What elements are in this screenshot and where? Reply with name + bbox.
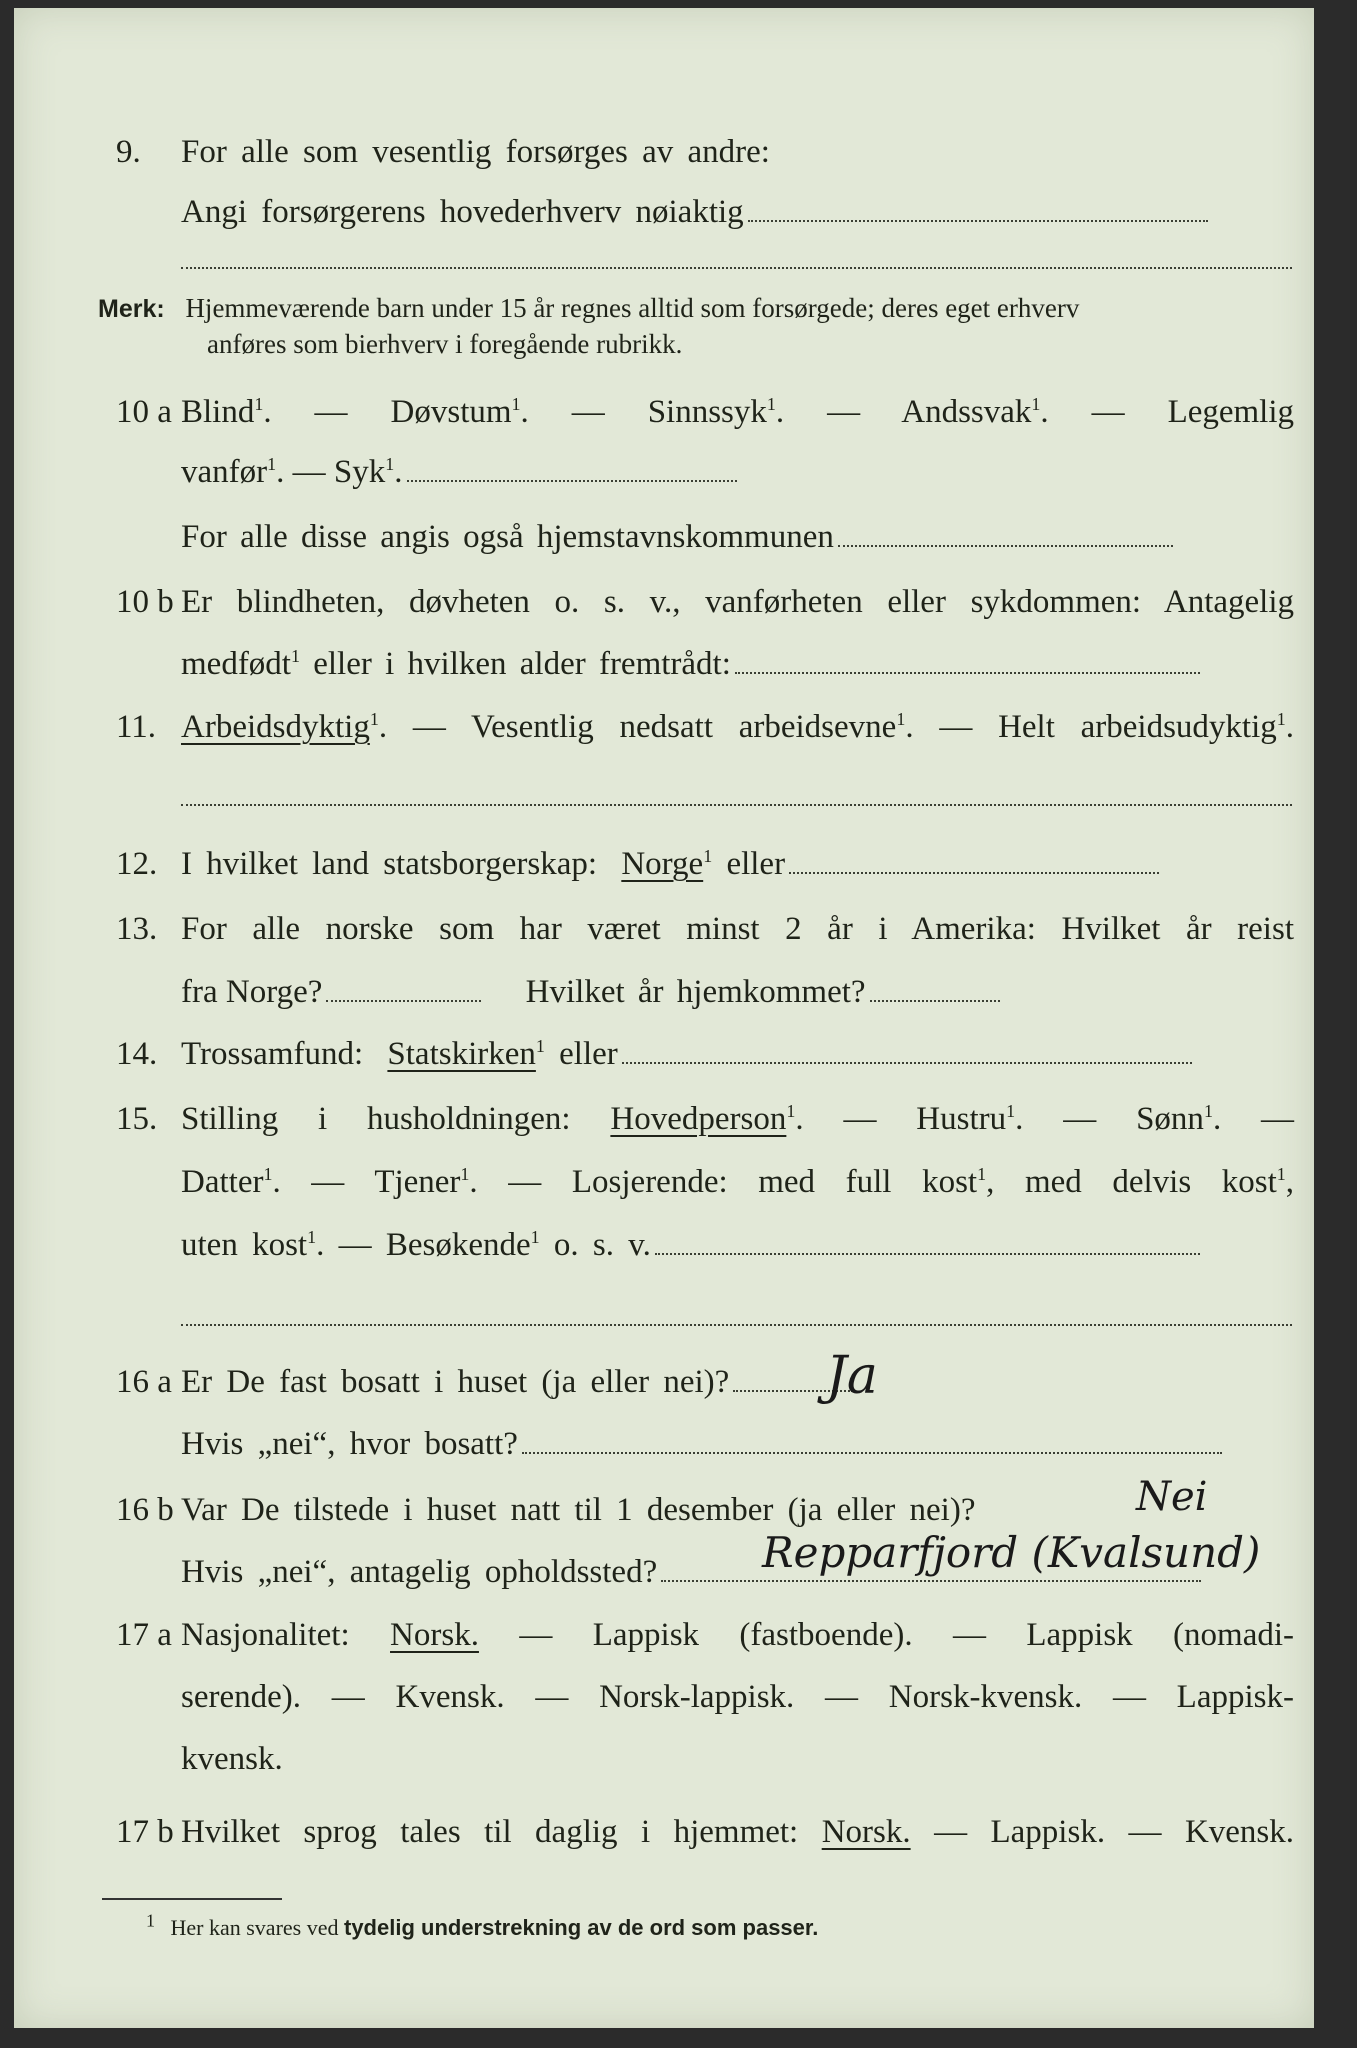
q17a-text: Nasjonalitet: [181, 1617, 350, 1653]
q17b-text: Hvilket sprog tales til daglig i hjemmet: [181, 1814, 799, 1850]
option-hovedperson[interactable]: Hovedperson [610, 1101, 787, 1137]
q16a-bosatt-line[interactable] [522, 1451, 1222, 1454]
q14-answer-line[interactable] [622, 1061, 1192, 1064]
q10b-line2: medfødt$^1$ eller i hvilken alder fremtrådt: [14, 640, 1314, 688]
option-norsk[interactable]: Norsk. [390, 1617, 479, 1653]
q9-answer-line[interactable] [748, 219, 1208, 222]
q15-osv: o. s. v. [553, 1227, 651, 1263]
q10a-text3: For alle disse angis også hjemstavnskommunen [181, 519, 834, 555]
q10b-answer-line[interactable] [735, 671, 1200, 674]
q16a-line1 [14, 1358, 1314, 1406]
q9-text1: For alle som vesentlig forsørges av andre: [181, 134, 770, 170]
q15-answer-line[interactable] [655, 1252, 1200, 1255]
q17b-number: 17 b [116, 1814, 174, 1850]
q13-line2 [14, 968, 1314, 1016]
q13-reist-line[interactable] [326, 999, 481, 1002]
footnote-rule [102, 1898, 282, 1900]
option-andssvak[interactable]: Andssvak [901, 394, 1032, 430]
q10a-line2: vanfør$^1$. — Syk$^1$. [14, 448, 1314, 496]
q13-hjem-line[interactable] [870, 999, 1000, 1002]
merk-note2 [207, 326, 682, 362]
q13-text1: For alle norske som har været minst 2 år i Amerika: Hvilket år reist [181, 911, 1294, 947]
q16b-answer-line[interactable] [661, 1579, 1201, 1582]
q13-number: 13. [116, 911, 158, 947]
merk-text1: Hjemmeværende barn under 15 år regnes alltid som forsørgede; deres eget erhverv [185, 293, 1080, 323]
q12-line: 12. I hvilket land statsborgerskap: Norge$^1$ eller [14, 840, 1314, 888]
option-besokende[interactable]: Besøkende [385, 1227, 531, 1263]
option-medfodt[interactable]: medfødt [181, 646, 291, 682]
q16a-handwritten-answer[interactable]: Ja [826, 1346, 878, 1406]
q16b-text2: Hvis „nei“, antagelig opholdssted? [181, 1554, 658, 1590]
q14-text: Trossamfund: [181, 1036, 364, 1072]
option-norsk-sprog[interactable]: Norsk. [821, 1814, 911, 1850]
option-hustru[interactable]: Hustru [916, 1101, 1007, 1137]
q17a-line3 [14, 1735, 1314, 1783]
option-sinnssyk[interactable]: Sinnssyk [647, 394, 767, 430]
option-delvis-kost[interactable]: med delvis kost [1024, 1164, 1277, 1200]
option-datter[interactable]: Datter [181, 1164, 264, 1200]
footnote-plain: Her kan svares ved [170, 1915, 339, 1940]
q10a-line3 [14, 513, 1314, 561]
option-vanfor[interactable]: vanfør [181, 454, 268, 490]
footnote-mark: 1 [146, 1910, 155, 1931]
option-uten-kost[interactable]: uten kost [181, 1227, 308, 1263]
option-norge[interactable]: Norge [621, 846, 704, 882]
q16a-line2 [14, 1420, 1314, 1468]
q10a-hjemstavn-line[interactable] [838, 544, 1173, 547]
q17b-line [14, 1808, 1314, 1856]
option-arbeidsdyktig[interactable]: Arbeidsdyktig [181, 709, 370, 745]
q12-answer-line[interactable] [789, 871, 1159, 874]
option-nedsatt[interactable]: Vesentlig nedsatt arbeidsevne [470, 709, 897, 745]
q10b-text1: Er blindheten, døvheten o. s. v., vanførheten eller sykdommen: Antagelig [181, 584, 1294, 620]
q10a-line1: 10 a Blind$^1$. — Døvstum$^1$. — Sinnssyk$^1$. — Andssvak$^1$. — Legemlig [14, 388, 1314, 436]
q17b-rest: — Lappisk. — Kvensk. [934, 1814, 1295, 1850]
q17a-line1 [14, 1611, 1314, 1659]
option-udyktig[interactable]: Helt arbeidsudyktig [998, 709, 1277, 745]
merk-text2: anføres som bierhverv i foregående rubrikk. [207, 329, 683, 359]
q14-line: 14. Trossamfund: Statskirken$^1$ eller [14, 1030, 1314, 1078]
q9-answer-line2[interactable] [181, 266, 1292, 269]
option-sonn[interactable]: Sønn [1136, 1101, 1204, 1137]
option-blind[interactable]: Blind [181, 394, 255, 430]
q13-fra: fra Norge? [181, 974, 323, 1010]
q10b-number: 10 b [116, 584, 174, 620]
q11-answer-line[interactable] [181, 803, 1292, 806]
q14-number: 14. [116, 1036, 158, 1072]
q15-text: Stilling i husholdningen: [181, 1101, 571, 1137]
option-dovstum[interactable]: Døvstum [390, 394, 512, 430]
q16b-text1: Var De tilstede i huset natt til 1 desember (ja eller nei)? [181, 1492, 976, 1528]
q15-line3: uten kost$^1$. — Besøkende$^1$ o. s. v. [14, 1221, 1314, 1269]
q10b-text2: eller i hvilken alder fremtrådt: [299, 646, 731, 682]
q12-eller: eller [726, 846, 786, 882]
q15-number: 15. [116, 1101, 158, 1137]
merk-label: Merk: [98, 295, 165, 323]
option-syk[interactable]: Syk [333, 454, 386, 490]
q17a-text2: serende). — Kvensk. — Norsk-lappisk. — Norsk-kvensk. — Lappisk- [181, 1679, 1294, 1715]
option-tjener[interactable]: Tjener [374, 1164, 461, 1200]
option-legemlig[interactable]: Legemlig [1167, 394, 1295, 430]
option-statskirken[interactable]: Statskirken [387, 1036, 536, 1072]
q16b-line1 [14, 1486, 1314, 1534]
q17a-rest1: — Lappisk (fastboende). — Lappisk (nomadi- [519, 1617, 1295, 1653]
q13-hjem: Hvilket år hjemkommet? [525, 974, 866, 1010]
q16a-text1: Er De fast bosatt i huset (ja eller nei)? [181, 1364, 730, 1400]
q16b-number: 16 b [116, 1492, 174, 1528]
q10a-answer-line[interactable] [407, 479, 737, 482]
q9-line1 [14, 128, 1314, 176]
q13-line1 [14, 905, 1314, 953]
q17a-number: 17 a [116, 1617, 172, 1653]
q12-number: 12. [116, 846, 158, 882]
q9-text2: Angi forsørgerens hovederhverv nøiaktig [181, 194, 744, 230]
footnote [146, 1910, 819, 1943]
q11-line1: 11. Arbeidsdyktig$^1$. — Vesentlig nedsatt arbeidsevne$^1$. — Helt arbeidsudyktig$^1$. [14, 703, 1314, 751]
q10a-number: 10 a [116, 394, 172, 430]
q12-text: I hvilket land statsborgerskap: [181, 846, 598, 882]
q15-answer-line2[interactable] [181, 1323, 1292, 1326]
census-form-page [14, 8, 1314, 2028]
q17a-line2 [14, 1673, 1314, 1721]
q15-line1: 15. Stilling i husholdningen: Hovedperson$^1$. — Hustru$^1$. — Sønn$^1$. — [14, 1095, 1314, 1143]
q10b-line1 [14, 578, 1314, 626]
option-losjerende[interactable]: Losjerende: med full kost [571, 1164, 978, 1200]
q16a-text2: Hvis „nei“, hvor bosatt? [181, 1426, 518, 1462]
q15-line2: Datter$^1$. — Tjener$^1$. — Losjerende: med full kost$^1$, med delvis kost$^1$, [181, 1164, 1295, 1200]
q14-eller: eller [559, 1036, 618, 1072]
merk-note [98, 290, 1079, 327]
q16b-handwritten-answer[interactable]: Nei [1136, 1474, 1208, 1520]
q9-line2 [14, 188, 1314, 236]
q9-number: 9. [116, 134, 141, 170]
q16a-number: 16 a [116, 1364, 172, 1400]
q16b-handwritten-place[interactable]: Repparfjord (Kvalsund) [762, 1528, 1261, 1577]
footnote-bold: tydelig understrekning av de ord som passer. [344, 1915, 819, 1940]
q17a-text3: kvensk. [181, 1741, 283, 1777]
q11-number: 11. [116, 709, 157, 745]
